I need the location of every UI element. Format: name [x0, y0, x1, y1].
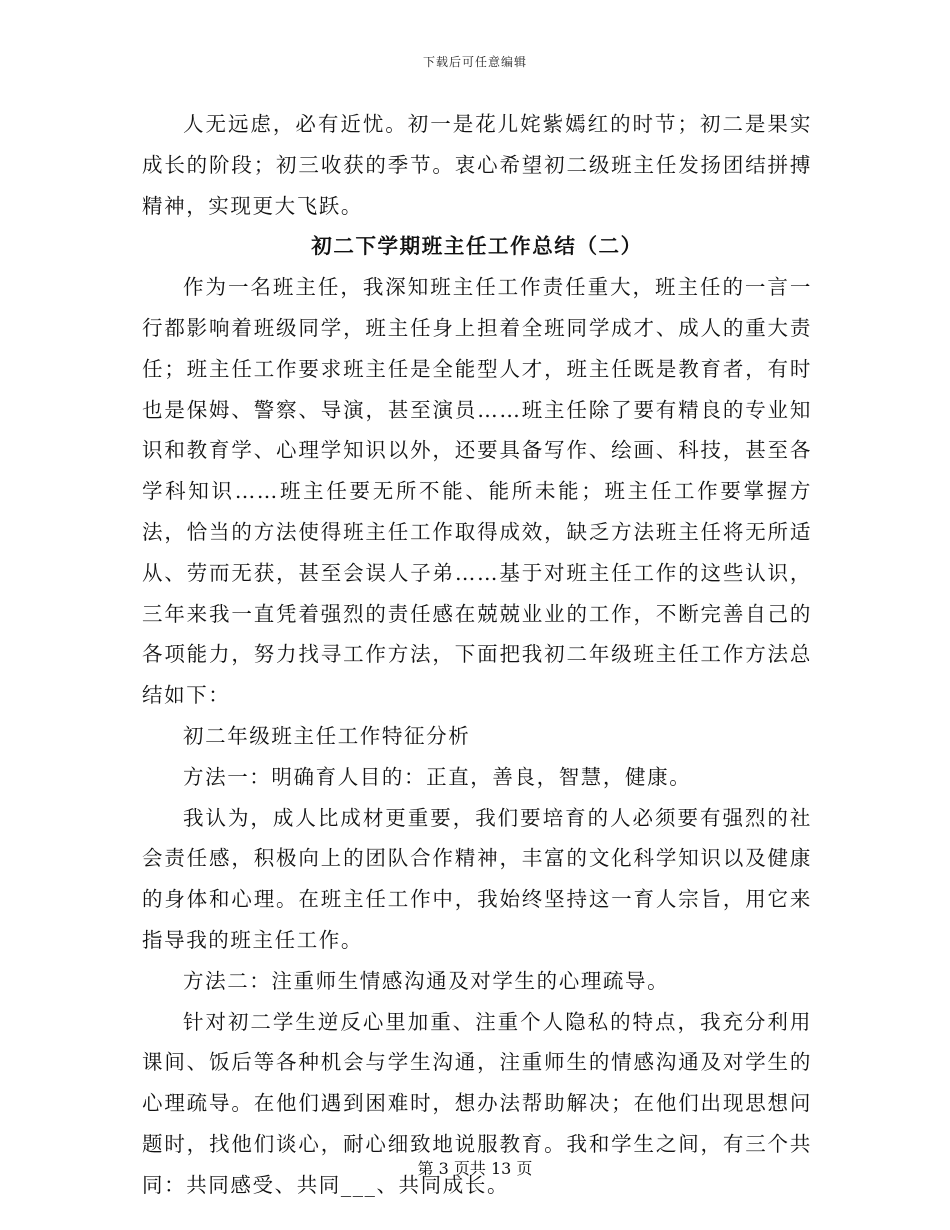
paragraph-4: 我认为，成人比成材更重要，我们要培育的人必须要有强烈的社会责任感，积极向上的团队合作精神，丰富的文化科学知识以及健康的身体和心理。在班主任工作中，我始终坚持这一育人宗旨，用它来指导我的班主任工作。: [142, 805, 812, 952]
paragraph-2: 初二年级班主任工作特征分析: [183, 723, 471, 748]
page-number: 第 3 页共 13 页: [417, 1159, 533, 1178]
section-title: 初二下学期班主任工作总结（二）: [311, 234, 643, 259]
document-body: [142, 104, 812, 1206]
page-header: 下载后可任意编辑: [422, 55, 527, 69]
paragraph-5: 方法二：注重师生情感沟通及对学生的心理疏导。: [183, 968, 670, 993]
paragraph-6: 针对初二学生逆反心里加重、注重个人隐私的特点，我充分利用课间、饭后等各种机会与学生沟通，注重师生的情感沟通及对学生的心理疏导。在他们遇到困难时，想办法帮助解决；在他们出现思想问题时，找他们谈心，耐心细致地说服教育。我和学生之间，有三个共同：共同感受、共同___、共同成长。: [142, 1009, 812, 1197]
paragraph-3: 方法一：明确育人目的：正直，善良，智慧，健康。: [183, 764, 692, 789]
paragraph-1: 作为一名班主任，我深知班主任工作责任重大，班主任的一言一行都影响着班级同学，班主任身上担着全班同学成才、成人的重大责任；班主任工作要求班主任是全能型人才，班主任既是教育者，有时也是保姆、警察、导演，甚至演员……班主任除了要有精良的专业知识和教育学、心理学知识以外，还要具备写作、绘画、科技，甚至各学科知识……班主任要无所不能、能所未能；班主任工作要掌握方法，恰当的方法使得班主任工作取得成效，缺乏方法班主任将无所适从、劳而无获，甚至会误人子弟……基于对班主任工作的这些认识，三年来我一直凭着强烈的责任感在兢兢业业的工作，不断完善自己的各项能力，努力找寻工作方法，下面把我初二年级班主任工作方法总结如下：: [142, 275, 812, 708]
paragraph-intro: 人无远虑，必有近忧。初一是花儿姹紫嫣红的时节；初二是果实成长的阶段；初三收获的季节。衷心希望初二级班主任发扬团结拼搏精神，实现更大飞跃。: [142, 112, 812, 218]
